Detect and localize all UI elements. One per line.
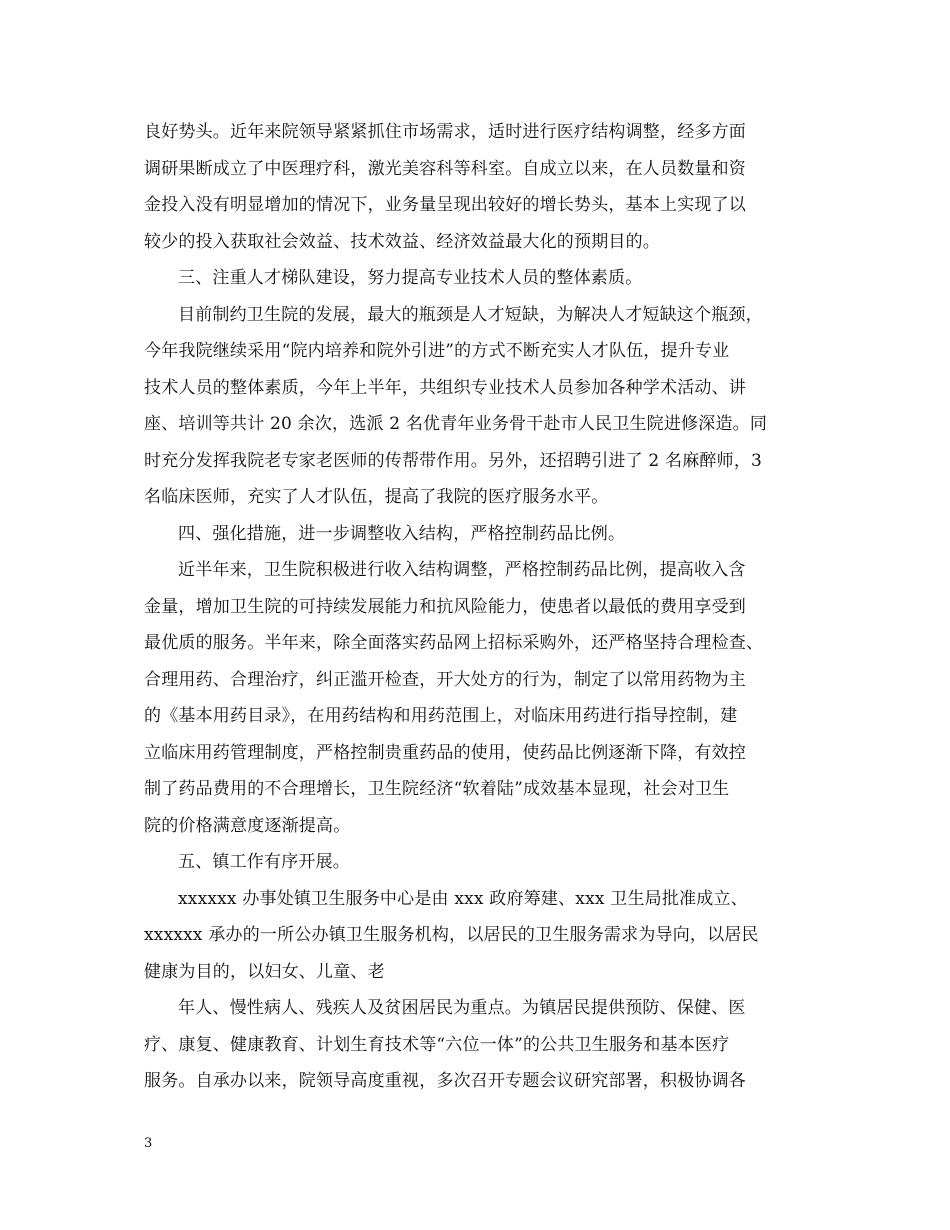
text-line: 最优质的服务。半年来，除全面落实药品网上招标采购外，还严格坚持合理检查、 [144,633,764,653]
text-line: 立临床用药管理制度，严格控制贵重药品的使用，使药品比例逐渐下降，有效控 [144,742,746,763]
text-line: 四、强化措施，进一步调整收入结构，严格控制药品比例。 [178,523,626,544]
text-line: 健康为目的，以妇女、儿童、老 [144,961,385,982]
text-line: 调研果断成立了中医理疗科，激光美容科等科室。自成立以来，在人员数量和资 [144,158,746,179]
text-line: 院的价格满意度逐渐提高。 [144,815,351,836]
text-line: 名临床医师，充实了人才队伍，提高了我院的医疗服务水平。 [144,487,609,507]
text-line: 今年我院继续采用“院内培养和院外引进”的方式不断充实人才队伍，提升专业 [144,341,730,361]
text-line: 近半年来，卫生院积极进行收入结构调整，严格控制药品比例，提高收入含 [178,560,746,580]
text-line: 五、镇工作有序开展。 [178,852,350,872]
text-line: 制了药品费用的不合理增长，卫生院经济“软着陆”成效基本显现，社会对卫生 [144,779,730,799]
text-line: 合理用药、合理治疗，纠正滥开检查，开大处方的行为，制定了以常用药物为主 [144,669,746,690]
page-number: 3 [144,1136,153,1151]
text-line: 三、注重人才梯队建设，努力提高专业技术人员的整体素质。 [178,268,643,288]
text-line: 较少的投入获取社会效益、技术效益、经济效益最大化的预期目的。 [144,231,660,252]
text-line: 服务。自承办以来，院领导高度重视，多次召开专题会议研究部署，积极协调各 [144,1071,746,1091]
text-line: 金量，增加卫生院的可持续发展能力和抗风险能力，使患者以最低的费用享受到 [144,596,746,617]
text-line: 良好势头。近年来院领导紧紧抓住市场需求，适时进行医疗结构调整，经多方面 [144,122,746,142]
text-line: 时充分发挥我院老专家老医师的传帮带作用。另外，还招聘引进了 2 名麻醉师，3 [144,450,763,471]
body-text [144,114,814,1100]
text-line: xxxxxx 承办的一所公办镇卫生服务机构，以居民的卫生服务需求为导向，以居民 [144,925,759,945]
text-line: 目前制约卫生院的发展，最大的瓶颈是人才短缺，为解决人才短缺这个瓶颈， [178,304,763,325]
text-line: 座、培训等共计 20 余次，选派 2 名优青年业务骨干赴市人民卫生院进修深造。同 [144,414,768,434]
text-line: 金投入没有明显增加的情况下，业务量呈现出较好的增长势头，基本上实现了以 [144,195,746,215]
text-line: 的《基本用药目录》，在用药结构和用药范围上，对临床用药进行指导控制，建 [144,706,738,726]
text-line: 技术人员的整体素质，今年上半年，共组织专业技术人员参加各种学术活动、讲 [144,377,746,398]
text-line: xxxxxx 办事处镇卫生服务中心是由 xxx 政府筹建、xxx 卫生局批准成立、 [178,888,748,909]
text-line: 年人、慢性病人、残疾人及贫困居民为重点。为镇居民提供预防、保健、医 [178,998,746,1018]
text-line: 疗、康复、健康教育、计划生育技术等“六位一体”的公共卫生服务和基本医疗 [144,1034,730,1055]
